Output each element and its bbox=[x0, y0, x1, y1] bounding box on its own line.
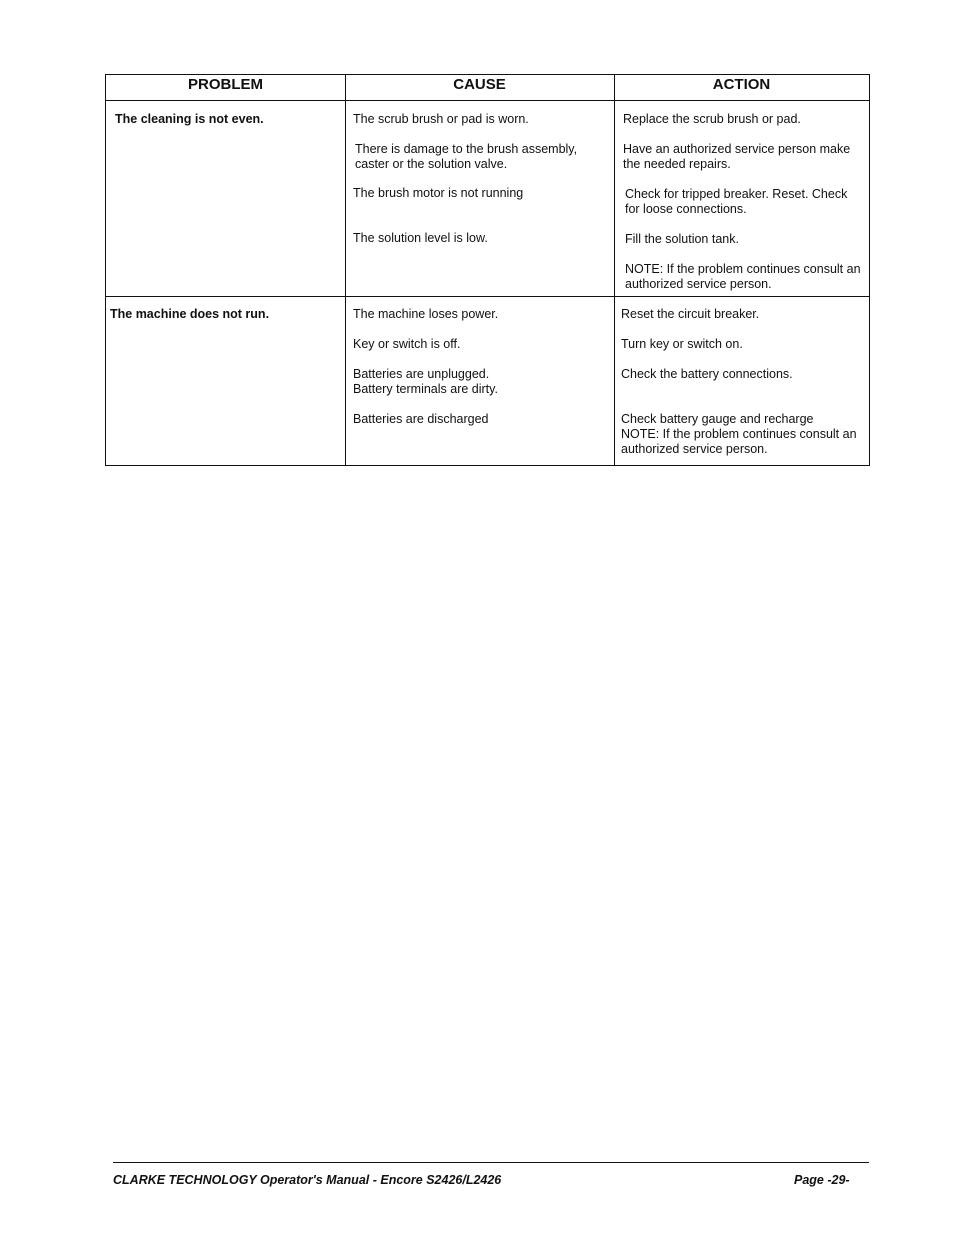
header-divider bbox=[106, 100, 869, 101]
action-text: NOTE: If the problem continues consult an bbox=[625, 262, 861, 276]
cause-text: Battery terminals are dirty. bbox=[353, 382, 498, 396]
header-problem: PROBLEM bbox=[188, 76, 263, 93]
cause-text: There is damage to the brush assembly, bbox=[355, 142, 578, 156]
action-text: authorized service person. bbox=[625, 277, 772, 291]
column-divider-2 bbox=[614, 75, 615, 465]
header-cause: CAUSE bbox=[453, 76, 506, 93]
header-action: ACTION bbox=[712, 76, 771, 93]
cause-text: caster or the solution valve. bbox=[355, 157, 508, 171]
cause-text: Batteries are unplugged. bbox=[353, 367, 490, 381]
problem-cleaning-not-even: The cleaning is not even. bbox=[115, 112, 264, 126]
action-text: Replace the scrub brush or pad. bbox=[623, 112, 801, 126]
cause-text: The scrub brush or pad is worn. bbox=[353, 112, 529, 126]
action-text: the needed repairs. bbox=[623, 157, 731, 171]
footer-rule bbox=[113, 1162, 869, 1163]
cause-text: The solution level is low. bbox=[353, 231, 488, 245]
troubleshooting-table bbox=[105, 74, 870, 466]
row-divider bbox=[106, 296, 869, 297]
footer-manual-title: CLARKE TECHNOLOGY Operator's Manual - Encore S2426/L2426 bbox=[113, 1173, 502, 1187]
cause-text: The brush motor is not running bbox=[353, 186, 524, 200]
cause-text: Batteries are discharged bbox=[353, 412, 489, 426]
action-text: for loose connections. bbox=[625, 202, 747, 216]
action-text: Check for tripped breaker. Reset. Check bbox=[625, 187, 848, 201]
action-text: NOTE: If the problem continues consult an bbox=[621, 427, 857, 441]
action-text: Reset the circuit breaker. bbox=[621, 307, 760, 321]
action-text: Check the battery connections. bbox=[621, 367, 793, 381]
problem-machine-does-not-run: The machine does not run. bbox=[110, 307, 270, 321]
cause-text: The machine loses power. bbox=[353, 307, 499, 321]
action-text: Check battery gauge and recharge bbox=[621, 412, 814, 426]
action-text: Turn key or switch on. bbox=[621, 337, 743, 351]
footer-page-number: Page -29- bbox=[794, 1173, 850, 1187]
action-text: Fill the solution tank. bbox=[625, 232, 739, 246]
column-divider-1 bbox=[345, 75, 346, 465]
action-text: authorized service person. bbox=[621, 442, 768, 456]
action-text: Have an authorized service person make bbox=[623, 142, 851, 156]
cause-text: Key or switch is off. bbox=[353, 337, 461, 351]
